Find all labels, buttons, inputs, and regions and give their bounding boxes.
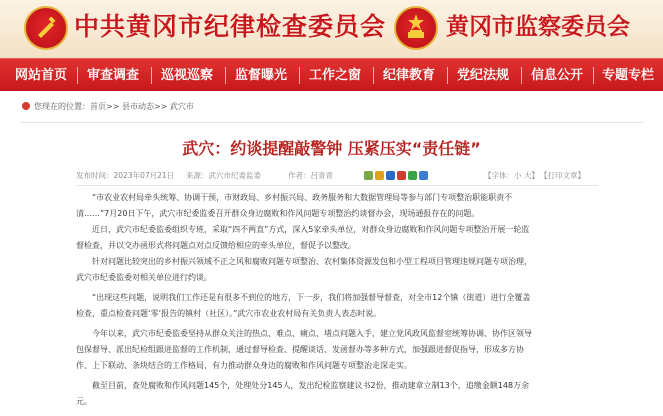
breadcrumb-divider [20,122,643,123]
share-qzone-icon[interactable] [364,171,373,180]
nav-item-regulations[interactable]: 党纪法规 [456,68,509,83]
article-meta [76,170,596,182]
right-site-title: 黄冈市监察委员会 [446,13,630,40]
left-site-title: 中共黄冈市纪律检查委员会 [74,12,387,41]
share-weibo-icon[interactable] [397,171,406,180]
nav-item-review[interactable]: 审查调查 [86,68,139,83]
article-title: 武穴：约谈提醒敲警钟 压紧压实“责任链” [182,139,481,158]
main-nav [0,58,663,91]
paragraph-4: “出现这些问题，说明我们工作还是有很多不到位的地方，下一步，我们将加强督导督查，对全市12个镇（街道）进行全覆盖 检查，重点检查问题‘零’报告的镇村（社区）。”武穴市农业农村局有关负责人表态时说。 [76,293,531,318]
breadcrumb-text[interactable]: 您现在的位置：首页>> 县市动态>> 武穴市 [34,102,194,111]
paragraph-3: 针对问题比较突出的乡村振兴领域不正之风和腐败问题专项整治、农村集体资源发包和小型工程项目管理违规问题专项治理， 武穴市纪委监委对相关单位进行约谈。 [76,257,532,282]
paragraph-1: “市农业农村局牵头统筹、协调干预，市财政局、乡村振兴局、政务服务和大数据管理局等参与部门专项整治职能职责不 清……”7月20日下午，武穴市纪委监委召开群众身边腐败和作风问题专项整治约谈督办会，现场通报存在的问题。 [76,193,513,218]
share-douban-icon[interactable] [375,171,384,180]
paragraph-5: 今年以来，武穴市纪委监委坚持从群众关注的热点、难点、痛点、堵点问题入手，建立党风政风监督室统筹协调、协作区领导 包保督导、派出纪检组跟进监督的工作机制，通过督导检查、提醒谈话、发函督办等多种方式，加强跟进督促指导，形成多方协 作、上下联动、条块结合的工作格局，有力推动群众身边的腐败和作风问题专项整治走深走实。 [76,329,532,370]
national-emblem-icon [394,6,438,50]
print-article-link[interactable]: 【打印文章】 [540,171,585,180]
font-size-control[interactable]: 【字体：小 大】 [484,171,539,180]
nav-item-special-topics[interactable]: 专题专栏 [601,68,654,83]
location-pin-icon [22,102,30,110]
breadcrumb [22,101,194,113]
share-more-icon[interactable] [419,171,428,180]
breadcrumb-bar [0,91,663,121]
nav-item-education[interactable]: 纪律教育 [382,68,435,83]
article-author: 作者：吕青青 [288,171,333,180]
nav-item-exposure[interactable]: 监督曝光 [234,68,287,83]
publish-time: 发布时间：2023年07月21日 [76,171,175,180]
nav-item-work-window[interactable]: 工作之窗 [308,68,361,83]
paragraph-6: 截至目前，查处腐败和作风问题145个，处理处分145人，发出纪检监察建议书2份，推动建章立制13个，追缴金额148万余 元。 [76,381,530,406]
article-source: 来源：武穴市纪委监委 [186,171,261,180]
nav-item-disclosure[interactable]: 信息公开 [530,68,583,83]
paragraph-2: 近日，武穴市纪委监委组织专班，采取“四不两直”方式，深入5家牵头单位，对群众身边腐败和作风问题专项整治开展一轮监 督检查，并以交办函形式将问题点对点反馈给相应的牵头单位，督促予以整改。 [76,225,530,250]
nav-item-inspection[interactable]: 巡视巡察 [160,68,213,83]
site-banner [0,0,663,58]
share-renren-icon[interactable] [386,171,395,180]
meta-divider [76,185,598,186]
nav-item-home[interactable]: 网站首页 [14,68,67,83]
party-emblem-icon [24,6,68,50]
share-wechat-icon[interactable] [408,171,417,180]
